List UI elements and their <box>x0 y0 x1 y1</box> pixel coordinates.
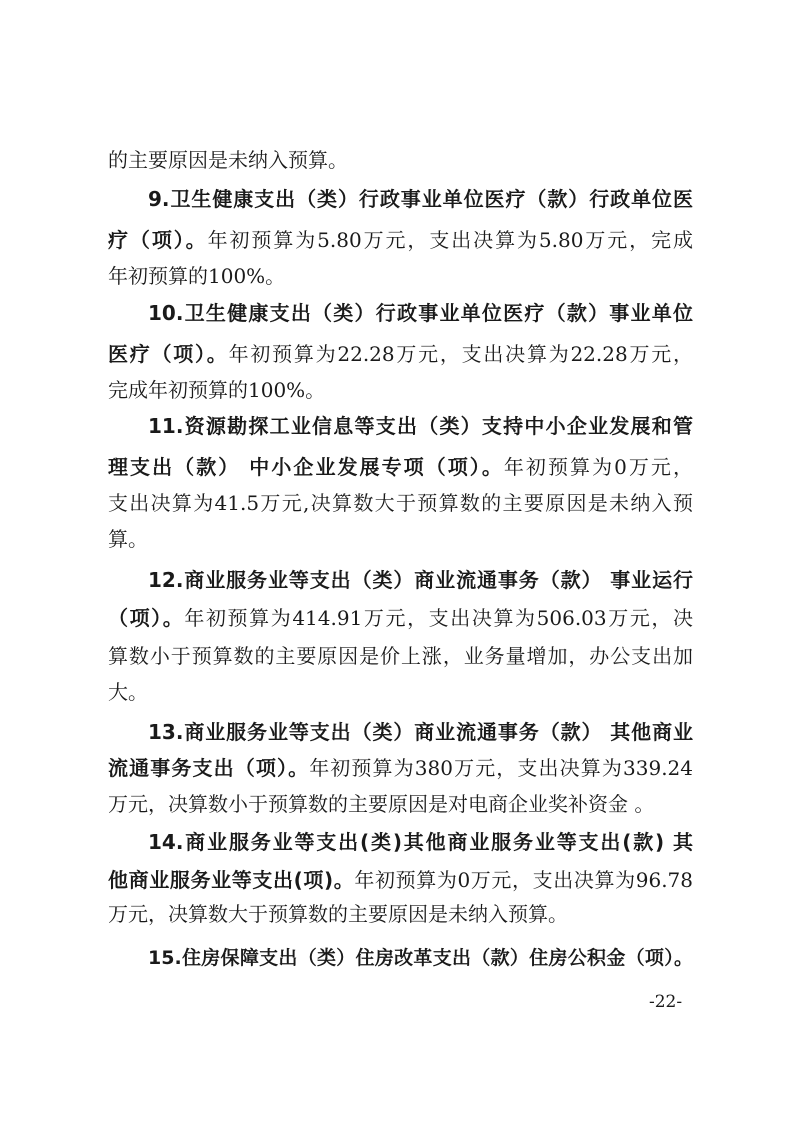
paragraph-5-line-0 <box>148 718 693 746</box>
heading-text: 15.住房保障支出（类）住房改革支出（款）住房公积金（项）。 <box>148 947 693 969</box>
body-text: 算数小于预算数的主要原因是价上涨，业务量增加，办公支出加 <box>108 644 693 668</box>
heading-text: （项）。 <box>108 606 185 630</box>
page-number: -22- <box>649 992 683 1012</box>
paragraph-2-line-0 <box>148 299 693 327</box>
body-text: 万元，决算数大于预算数的主要原因是未纳入预算。 <box>108 902 568 926</box>
heading-text: 13.商业服务业等支出（类）商业流通事务（款） 其他商业 <box>148 720 693 744</box>
body-text: 算。 <box>108 527 148 551</box>
paragraph-3-line-3 <box>108 525 693 553</box>
body-text: 完成年初预算的100%。 <box>108 378 326 402</box>
heading-text: 医疗（项）。 <box>108 342 229 366</box>
heading-text: 理支出（款） 中小企业发展专项（项）。 <box>108 455 504 479</box>
body-text: 年初预算为5.80万元，支出决算为5.80万元，完成 <box>207 228 693 252</box>
body-text: 万元，决算数小于预算数的主要原因是对电商企业奖补资金 。 <box>108 792 655 816</box>
body-text: 年初预算为0万元， <box>503 455 693 479</box>
paragraph-5-line-1 <box>108 754 693 782</box>
paragraph-2-line-1 <box>108 340 693 368</box>
body-text: 年初预算为414.91万元，支出决算为506.03万元，决 <box>184 606 693 630</box>
body-text: 年初预算为0万元，支出决算为96.78 <box>354 868 693 892</box>
heading-text: 12.商业服务业等支出（类）商业流通事务（款） 事业运行 <box>148 568 693 592</box>
paragraph-2-line-2 <box>108 376 693 404</box>
heading-text: 11.资源勘探工业信息等支出（类）支持中小企业发展和管 <box>148 414 693 438</box>
heading-text: 10.卫生健康支出（类）行政事业单位医疗（款）事业单位 <box>148 301 693 325</box>
paragraph-6-line-2 <box>108 900 693 928</box>
paragraph-4-line-2 <box>108 642 693 670</box>
body-text: 大。 <box>108 680 148 704</box>
paragraph-4-line-0 <box>148 566 693 594</box>
body-text: 支出决算为41.5万元,决算数大于预算数的主要原因是未纳入预 <box>108 491 693 515</box>
paragraph-5-line-2 <box>108 790 693 818</box>
heading-text: 他商业服务业等支出(项)。 <box>108 868 355 892</box>
paragraph-7-line-0 <box>148 944 693 972</box>
paragraph-3-line-0 <box>148 412 693 440</box>
paragraph-4-line-1 <box>108 604 693 632</box>
paragraph-6-line-1 <box>108 866 693 894</box>
paragraph-3-line-1 <box>108 453 693 481</box>
paragraph-4-line-3 <box>108 678 693 706</box>
paragraph-6-line-0 <box>148 828 693 856</box>
body-text: 的主要原因是未纳入预算。 <box>108 148 348 172</box>
body-text: 年初预算为22.28万元，支出决算为22.28万元， <box>228 342 693 366</box>
body-text: 年初预算为380万元，支出决算为339.24 <box>309 756 693 780</box>
heading-text: 疗（项）。 <box>108 228 208 252</box>
body-text: 年初预算的100%。 <box>108 264 286 288</box>
heading-text: 流通事务支出（项）。 <box>108 756 310 780</box>
paragraph-0-line-0 <box>108 146 693 174</box>
paragraph-1-line-1 <box>108 226 693 254</box>
heading-text: 9.卫生健康支出（类）行政事业单位医疗（款）行政单位医 <box>148 187 693 211</box>
heading-text: 14.商业服务业等支出(类)其他商业服务业等支出(款) 其 <box>148 830 693 854</box>
paragraph-1-line-0 <box>148 185 693 213</box>
paragraph-3-line-2 <box>108 489 693 517</box>
paragraph-1-line-2 <box>108 262 693 290</box>
